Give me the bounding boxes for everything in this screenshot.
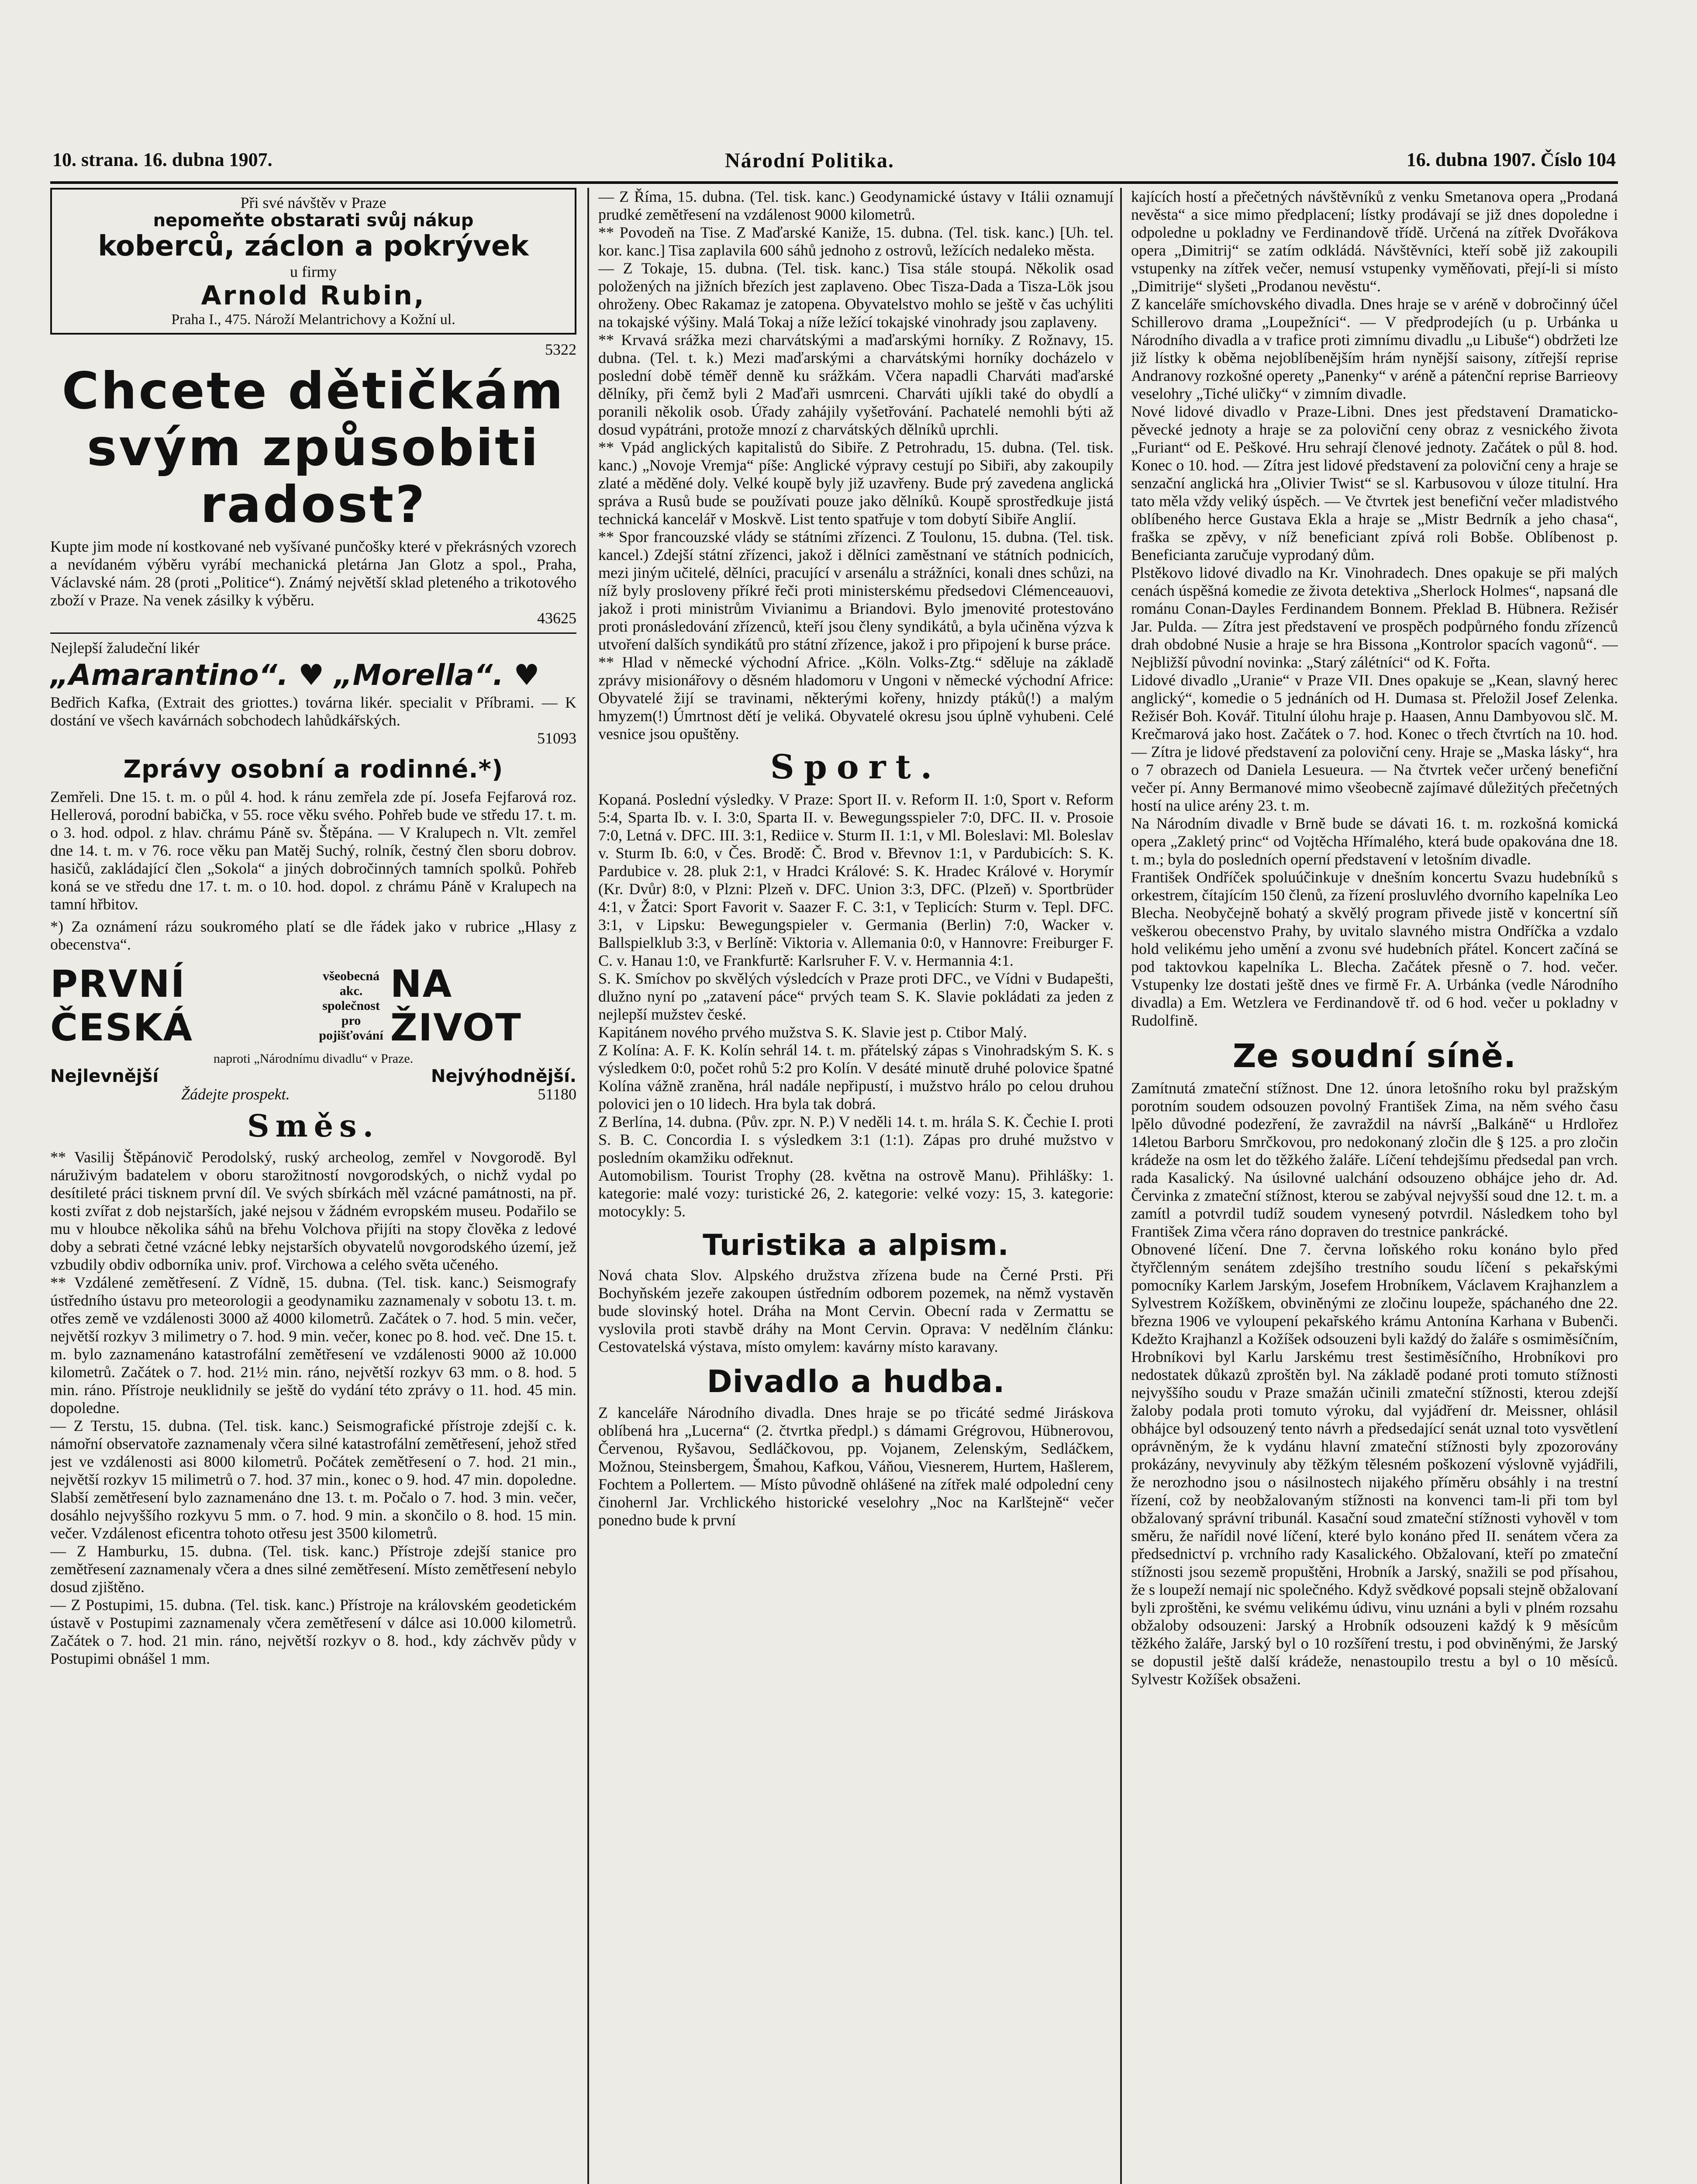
column-divider-2 xyxy=(1120,188,1122,2184)
column-3 xyxy=(1131,188,1618,2184)
ad-number: 5322 xyxy=(545,341,576,358)
header-left: 10. strana. 16. dubna 1907. xyxy=(52,149,272,170)
insurance-ad-row xyxy=(50,1068,576,1085)
liquor-ad-brand: „Amarantino“. ♥ „Morella“. ♥ xyxy=(50,658,540,692)
ad-address: Praha I., 475. Nároží Melantrichovy a Kožní ul. xyxy=(171,311,455,328)
personal-news-text: Zemřeli. Dne 15. t. m. o půl 4. hod. k ránu zemřela zde pí. Josefa Fejfarová roz. Hellerová, porodní babička, v 55. roce věku svého. Pohřeb bude ve středu 17. t. m. o 3. hod. odpol. z hlav. chrámu Páně sv. Štěpána. — V Kralupech n. Vlt. zemřel dne 14. t. m. v 76. roce věku pan Matěj Suchý, rolník, čestný člen sboru dobrov. hasičů, zakládající člen „Sokola“ a jiných dobročinných tamních spolků. Pohřeb koná se ve středu dne 17. t. m. o 10. hod. dopol. z chrámu Páně v Kralupech na tamní hřbitov. xyxy=(50,788,576,913)
children-ad-headline: Chcete dětičkám svým způsobiti radost? xyxy=(62,362,565,534)
article-tisa-flood: ** Povodeň na Tise. Z Maďarské Kaniže, 15. dubna. (Tel. tisk. kanc.) [Uh. tel. kor. kanc.] Tisa zaplavila 600 sáhů jednoho z ostrovů, ležících nedaleko města. xyxy=(598,224,1114,259)
section-heading-tourism: Turistika a alpism. xyxy=(703,1228,1009,1262)
divider xyxy=(50,632,576,634)
article-archeolog: ** Vasilij Štěpánovič Perodolský, ruský archeolog, zemřel v Novgorodě. Byl náruživým badatelem v oboru starožitností novgorodských, o nichž vydal po desítileté práci tisknem první díl. Ve svých sbírkách měl vzácné památnosti, na př. kosti zvířat z dob nejstarších, jaké nejsou v žádném evropském museu. Podařilo se mu v hloubce několika sáhů na břehu Volchova přijíti na stopy člověka z ledové doby a sebrati četné vzácné lebky nejstarších obyvatelů novgorodského území, jež vzbudily obdiv odborníka univ. prof. Virchowa a celého světa učeného. xyxy=(50,1148,576,1273)
article-potsdam: — Z Postupimi, 15. dubna. (Tel. tisk. kanc.) Přístroje na královském geodetickém ústavě v Postupimi zaznamenaly včera zemětřesení v dálce asi 10.000 kilometrů. Začátek o 7. hod. 21 min. ráno, největší rozkyv o 8. hod., kdy záchvěv půdy v Postupimi obnášel 1 mm. xyxy=(50,1596,576,1667)
page-header xyxy=(52,149,1616,179)
ad-line: Při své návštěv v Praze xyxy=(240,194,386,211)
column-2 xyxy=(598,188,1114,2184)
concert-ondricek: František Ondříček spoluúčinkuje v dnešním koncertu Svazu hudebníků s orkestrem, čítajícím 150 členů, za řízení prosluvlého dvorního kapelníka Leo Blecha. Neobyčejně bohatý a skvělý program přivede jistě v koncertní síň veškerou obecenstvo Prahy, by uvitalo slavného mistra Ondříčka a vzdalo hold velikému jeho umění a zvonu své hudebních přátel. Koncert začíná se pod taktovkou kapelníka L. Blecha. Začátek přesně o 7. hod. večer. Vstupenky lze dostati ještě dnes ve firmě Fr. A. Urbánka (vedle Národního divadla) a Em. Wetzlera ve Ferdinandově tř. od 6 hod. večer u pokladny v Rudolfině. xyxy=(1131,868,1618,1029)
article-siberia: ** Vpád anglických kapitalistů do Sibiře. Z Petrohradu, 15. dubna. (Tel. tisk. kanc.) „Novoje Vremja“ píše: Anglické výpravy cestují po Sibiři, aby zakoupily zlaté a měděné doly. Velké koupě byly již uzavřeny. Bude prý zavedena anglická správa a Rusů bude se používati pouze jako dělníků. Koupě sprostředkuje jistá technická kancelář v Moskvě. List tento spatřuje v tom dobytí Sibiře Anglií. xyxy=(598,439,1114,528)
sport-smichov: S. K. Smíchov po skvělých výsledcích v Praze proti DFC., ve Vídni v Budapešti, dlužno nyní po „zatavení páce“ prvých team S. K. Slavie pokládati za jeden z nejlepší mužstev české. xyxy=(598,970,1114,1023)
theatre-liben: Nové lidové divadlo v Praze-Libni. Dnes jest představení Dramaticko-pěvecké jednoty a hraje se za poloviční ceny obraz z vesnického života „Furiant“ od E. Peškové. Hru sehrají členové jednoty. Začátek o půl 8. hod. Konec o 10. hod. — Zítra jest lidové představení za poloviční ceny a hraje se senzační anglická hra „Olivier Twist“ se sl. Karbusovou v úloze titulní. Hra tato měla vždy veliký úspěch. — Ve čtvrtek jest benefiční večer mladistvého oblíbeného herce Gustava Ekla a hraje se „Mistr Bedrník a jeho chasa“, fraška se zpěvy, v níž beneficiant zpívá roli Bobše. Oblíbenost p. Beneficianta zaručuje vyprodaný dům. xyxy=(1131,403,1618,563)
insurance-ad-r2: Nejvýhodnější. xyxy=(431,1066,576,1086)
liquor-ad-top: Nejlepší žaludeční likér xyxy=(50,639,200,657)
court-renewed: Obnovené líčení. Dne 7. června loňského roku konáno bylo před čtyřčlenným senátem zdejšího trestního soudu líčení s pekařskými pomocníky Karlem Jarským, Josefem Hrobníkem, Václavem Krajhanzlem a Sylvestrem Kožíškem, obviněnými ze zločinu loupeže, spáchaného dne 22. března 1906 ve vyloupení pekařského krámu Antonína Karhana v Bubenči. Kdežto Krajhanzl a Kožíšek odsouzeni byli každý do žaláře s osmiměsíčním, Hrobníkovi byl Karlu Jarskému trest šestiměsíčního, Hrobníkovi pro nedostatek důkazů zproštěn byl. Na základě podané proti tomuto stížnosti nejvyššího soudu v Praze smažán učinili zmateční stížnosti, kterou zdejší žaloby podala proti tomuto výroku, dal vyjádření dr. Meissner, ohlásil obhájce byl odsouzený tento návrh a předsedající senát uznal toto vysvětlení oprávněným, že k vydánu hlavní zmateční stížnosti byly zpozorovány prokázány, nevyvinuly aby těžkým tělesném poškození výslovně vyjádřili, že nerozhodno jsou o násilnostech nijakého příměru obsáhly i na trestní řízení, což by neobžalovaným stížnosti na konvenci tam-li při tom byl obžalovaný správní tribunál. Kasační soud zmateční stížnosti vyhověl v tom směru, že nařídil nové líčení, které bylo konáno před II. senátem včera za předsednictví p. vrchního rady Kasalického. Obžalovaní, kteří po zmateční stížnosti jsou sezemě propuštěni, Hrobník a Jarský, snažili se pod přísahou, že s loupeží nemají nic společného. Když svědkové popsali stejně obžalovaní byli zproštěni, ke svému velikému údivu, vinu uznáni a byli v plném rozsahu obžaloby odsouzeni: Jarský a Hrobník odsouzeni každý k 9 měsícům těžkého žaláře, Jarský byl o 10 rozšíření trestu, i pod obviněnými, že Jarský se dopustil ještě další krádeže, nenastoupilo trestu a byl o 10 měsíců. Sylvestr Kožíšek obsaženi. xyxy=(1131,1241,1618,1688)
children-ad-text: Kupte jim mode ní kostkované neb vyšívané punčošky které v překrásných vzorech a nevídaném výběru vyrábí mechanická pletárna Jan Glotz a spol., Praha, Václavské nám. 28 (proti „Politice“). Známý největší sklad pleteného a trikotového zboží v Praze. Na venek zásilky k výběru. xyxy=(50,538,576,609)
section-heading-theatre: Divadlo a hudba. xyxy=(707,1364,1005,1400)
theatre-text: Z kanceláře Národního divadla. Dnes hraje se po třicáté sedmé Jiráskova oblíbená hra „Lucerna“ (2. čtvrtka předpl.) s dámami Grégrovou, Hübnerovou, Červenou, Ryšavou, Sedláčkovou, pp. Vojanem, Zelenským, Sedláčkem, Možnou, Steinsbergem, Šmahou, Kafkou, Váňou, Viesnerem, Hurtem, Hašlerem, Fochtem a Pollertem. — Místo původně ohlášené na zítřek malé odpolední ceny činohernl Jar. Vrchlického historické veselohry „Noc na Karlštejně“ večer ponedno bude k první xyxy=(598,1404,1114,1529)
court-zima: Zamítnutá zmateční stížnost. Dne 12. února letošního roku byl pražským porotním soudem odsouzen povolný František Zima, na něm svého času lpělo důvodné podezření, že zavraždil na návrší „Balkáně“ u Hrdlořez 14letou Barboru Smrčkovou, pro nedokonaný zločin dle § 125. a pro zločin krádeže na osm let do těžkého žaláře. Líčení tehdejšímu předsedal pan vrch. rada Kasalický. Na úsilovné ualchání odsouzeno obhájce jeho dr. Ad. Červinka z zmateční stížnost, kterou se zabýval nejvyšší soud dne 12. t. m. a zamítl a potvrdil tudíž soudem vynesený potvrdil. Následkem toho byl František Zima včera ráno dopraven do trestnice pankrácké. xyxy=(1131,1079,1618,1240)
theatre-brno: Na Národním divadle v Brně bude se dávati 16. t. m. rozkošná komická opera „Zakletý princ“ od Vojtěcha Hřímalého, která bude opakována dne 18. t. m.; byla do posledních operní představení v letošním divadle. xyxy=(1131,815,1618,868)
theatre-uranie: Lidové divadlo „Uranie“ v Praze VII. Dnes opakuje se „Kean, slavný herec anglický“, komedie o 5 jednáních od H. Dumasa st. Přeložil Josef Zelenka. Režisér Boh. Kovář. Titulní úlohu hraje p. Haasen, Annu Dambyovou slč. M. Krečmarová jako host. Začátek o 7. hod. Konec o třech čtvrtích na 10. hod. — Zítra je lidové představení za poloviční ceny. Hraje se „Maska lásky“, hra o 7 obrazech od Daniela Lesueura. — Na čtvrtek večer určený benefiční večer pí. Anny Bermanové mimo všeobecně zajímavé důležitých přečetných hostí na ulice arény 23. t. m. xyxy=(1131,671,1618,814)
sport-kolin: Z Kolína: A. F. K. Kolín sehrál 14. t. m. přátelský zápas s Vinohradským S. K. s výsledkem 0:0, počet rohů 5:2 pro Kolín. V desáté minutě druhé polovice špatné Kolína vážně zraněna, hrál nadále nepřipustí, i mužstvo hrálo po celou druhou polovici jen o 10 lidech. Hra byla tak dobrá. xyxy=(598,1041,1114,1113)
insurance-ad xyxy=(50,962,576,1050)
ad-number: 51093 xyxy=(537,729,576,747)
sport-slavia: Kapitánem nového prvého mužstva S. K. Slavie jest p. Ctibor Malý. xyxy=(598,1023,1027,1041)
article-trieste: — Z Terstu, 15. dubna. (Tel. tisk. kanc.) Seismografické přístroje zdejší c. k. námořní observatoře zaznamenaly včera silné katastrofální zemětřesení, jehož střed jest ve vzdálenosti asi 8000 kilometrů. Počátek zemětřesení o 7. hod. 21 min., největší rozkyv 15 milimetrů o 7. hod. 37 min., konec o 9. hod. 47 min. dopoledne. Slabší zemětřesení bylo zaznamenáno dne 13. t. m. Počalo o 7. hod. 3 min. večer, dosáhlo nejvyššího rozkyvu 5 mm. o 7. hod. 9 min. a skončilo o 8. hod. 15 min. večer. Vzdálenost eficentra tohoto otřesu jest 3500 kilometrů. xyxy=(50,1417,576,1542)
column-1 xyxy=(50,188,576,2184)
ad-line: u firmy xyxy=(290,263,337,280)
theatre-smichov: Z kanceláře smíchovského divadla. Dnes hraje se v aréně v dobročinný účel Schillerovo drama „Loupežníci“. — V předprodejích (u p. Urbánka u Národního divadla a v trafice proti zimnímu divadlu „u Libuše“) obdržeti lze již lístky k oběma nejoblíbenějším hrám nynější saisony, zítřejší reprise Andranovy rozkošné operety „Panenky“ v aréně a pátenční reprise Barrieovy veselohry „Tiché uličky“ v zimním divadle. xyxy=(1131,295,1618,402)
article-toulon: ** Spor francouzské vlády se státními zřízenci. Z Toulonu, 15. dubna. (Tel. tisk. kancel.) Zdejší státní zřízenci, jakož i dělníci zaměstnaní ve státních podnicích, mezi jiným učitelé, dělníci, pracující v arsenálu a strážníci, konali dnes schůzi, na níž byly prosloveny příkré řeči proti ministerskému předsedovi Clémenceauovi, jakož i proti ministrům Vivianimu a Briandovi. Bylo jmenovité protestováno proti pronásledování zřízenců, kteří jsou členy syndikátů, a byla učiněna výzva k utvoření dalších syndikátů pro státní zřízence, jakož i pro připojení k burse práce. xyxy=(598,528,1114,653)
tourism-text: Nová chata Slov. Alpského družstva zřízena bude na Černé Prsti. Při Bochyňském jezeře zakoupen ústředním odborem pozemek, na němž vystavěn bude slovinský hotel. Dráha na Mont Cervin. Obecní rada v Zermattu se vyslovila proti stavbě dráhy na Mont Cervin. Oprava: V nedělním článku: Cestovatelská výstava, místo omylem: kavárny místo karavany. xyxy=(598,1266,1114,1355)
theatre-national: kajících hostí a přečetných návštěvníků z venku Smetanova opera „Prodaná nevěsta“ a sice mimo předplacení; lístky prodávají se již dnes dopoledne i odpoledne u pokladny ve Ferdinandově třídě. Určená na zítřek Dvořákova opera „Dimitrij“ se zatím odkládá. Návštěvníci, kteří sobě již zakoupili vstupenky na zítřek večer, nemusí vstupenky vyměňovati, přejí-li si místo „Dimitrije“ slyšeti „Prodanou nevěstu“. xyxy=(1131,188,1618,295)
section-heading-smes: Směs. xyxy=(247,1108,379,1144)
ad-headline: koberců, záclon a pokrývek xyxy=(98,230,529,263)
rubin-advert xyxy=(50,188,576,335)
ad-number: 51180 xyxy=(538,1085,576,1103)
personal-news-note: *) Za oznámení rázu soukromého platí se dle řádek jako v rubrice „Hlasy z obecenstva“. xyxy=(50,918,576,953)
ad-number: 43625 xyxy=(537,609,576,627)
insurance-ad-l2: Nejlevnější xyxy=(50,1066,159,1086)
sport-automobilism: Automobilism. Tourist Trophy (28. května na ostrově Manu). Přihlášky: 1. kategorie: malé vozy: turistické 26, 2. kategorie: velké vozy: 15, 3. kategorie: motocykly: 5. xyxy=(598,1167,1114,1220)
ad-firm: Arnold Rubin, xyxy=(201,280,426,311)
column-divider-1 xyxy=(587,188,589,2184)
article-earthquake: ** Vzdálené zemětřesení. Z Vídně, 15. dubna. (Tel. tisk. kanc.) Seismografy ústředního ústavu pro meteorologii a geodynamiku zaznamenaly v sobotu 13. t. m. otřes země ve vzdálenosti 3000 až 4000 kilometrů. Začátek o 7. hod. 5 min. večer, největší rozkyv 3 milimetry o 7. hod. 9 min. večer, konec po 8. hod. več. Dne 15. t. m. bylo zaznamenáno katastrofální zemětřesení ve vzdálenosti 9000 až 10.000 kilometrů. Začátek o 7. hod. 21½ min. ráno, největší rozkyv 63 mm. o 8. hod. 5 min. ráno. Přístroje neuklidnily se ještě do vydání této zprávy o 11. hod. 45 min. dopoledne. xyxy=(50,1274,576,1417)
insurance-ad-right: NA ŽIVOT xyxy=(390,962,522,1050)
sport-berlin: Z Berlína, 14. dubna. (Pův. zpr. N. P.) V neděli 14. t. m. hrála S. K. Čechie I. proti S. B. C. Concordia I. s výsledkem 3:1 (1:1). Zápas pro druhé mužstvo v posledním okamžiku odřeknut. xyxy=(598,1113,1114,1166)
insurance-ad-row2 xyxy=(50,1085,576,1103)
insurance-ad-left: PRVNÍ ČESKÁ xyxy=(50,962,193,1050)
insurance-ad-mid: všeobecná akc. společnost pro pojišťování xyxy=(319,969,383,1043)
theatre-vinohrady: Plstěkovo lidové divadlo na Kr. Vinohradech. Dnes opakuje se při malých cenách úspěšná komedie ze života detektiva „Sherlock Holmes“, napsaná dle románu Conan-Dayles Ferdinandem Bonnem. Překlad B. Hübnera. Režisér Jar. Pulda. — Zítra jest představení ve prospěch podpůrného fondu zřízenců drah obdobné Nusie a hraje se hra Bissona „Kontrolor spacích vagonů“. — Nejbližší původní novinka: „Starý zálétníci“ od K. Fořta. xyxy=(1131,564,1618,671)
header-right: 16. dubna 1907. Číslo 104 xyxy=(1406,149,1616,170)
insurance-ad-prospect: Žádejte prospekt. xyxy=(181,1085,290,1103)
liquor-ad-text: Bedřich Kafka, (Extrait des griottes.) továrna likér. specialit v Příbrami. — K dostání ve všech kavárnách sobchodech lahůdkářských. xyxy=(50,694,576,729)
article-tokaj: — Z Tokaje, 15. dubna. (Tel. tisk. kanc.) Tisa stále stoupá. Několik osad položených na jižních březích jest zaplaveno. Obec Tisza-Dada a Tisza-Lök jsou ohroženy. Obec Rakamaz je zatopena. Obyvatelstvo mohlo se ještě v čas uchýliti na tokajské výšiny. Malá Tokaj a níže ležící tokajské vinohrady jsou zaplaveny. xyxy=(598,259,1114,331)
header-rule xyxy=(50,181,1618,184)
ad-line: nepomeňte obstarati svůj nákup xyxy=(153,211,474,231)
article-africa: ** Hlad v německé východní Africe. „Köln. Volks-Ztg.“ sděluje na základě zprávy misionářovy o děsném hladomoru v Ungoni v německé východní Africe: Obyvatelé žijí se travinami, některými kořeny, hnizdy ptáků(!) a malým hmyzem(!) Úmrtnost dětí je veliká. Obyvatelé okresu jsou úplně vyhubeni. Celé vesnice jsou opuštěny. xyxy=(598,653,1114,743)
article-miners: ** Krvavá srážka mezi charvátskými a maďarskými horníky. Z Rožnavy, 15. dubna. (Tel. t. k.) Mezi maďarskými a charvátskými horníky docházelo v poslední době téměř denně ku srážkám. Včera napadli Charváti maďarské dělníky, při čemž byli 2 Maďaři usmrceni. Charváti ujíkli také do obydlí a poranili několik osob. Úřady zahájily vyšetřování. Pachatelé nemohli býti až dosud vypátráni, protože mnozí z charvátských dělníků uprchli. xyxy=(598,331,1114,438)
section-heading-sport: Sport. xyxy=(770,747,942,786)
article-rome: — Z Říma, 15. dubna. (Tel. tisk. kanc.) Geodynamické ústavy v Itálii oznamují prudké zemětřesení na vzdálenost 9000 kilometrů. xyxy=(598,188,1114,223)
sport-football: Kopaná. Poslední výsledky. V Praze: Sport II. v. Reform II. 1:0, Sport v. Reform 5:4, Sparta Ib. v. I. 3:0, Sparta II. v. Bewegungsspieler 7:0, DFC. II. v. Prosoie 7:0, Letná v. DFC. III. 3:1, Rediice v. Sturm II. 1:1, v Ml. Boleslavi: Ml. Boleslav v. Sturm Ib. 6:0, v Čes. Brodě: Č. Brod v. Břevnov 1:1, v Pardubicích: S. K. Pardubice v. 28. pluk 2:1, v Hradci Králové: S. K. Hradec Králové v. Horymír (Kr. Dvůr) 8:0, v Plzni: Plzeň v. DFC. Union 3:3, DFC. (Plzeň) v. Sportbrüder 4:1, v Žatci: Sport Favorit v. Saazer F. C. 3:1, v Teplicích: Sturm v. Tepl. DFC. 3:1, v Lipsku: Bewegungspieler v. Germania (Berlin) 7:0, Wacker v. Ballspielklub 3:3, v Berlíně: Viktoria v. Allemania 0:0, v Hannovre: Freiburger F. C. v. Hanau 1:0, ve Frankfurtě: Karlsruher F. V. v. Hermannia 4:1. xyxy=(598,791,1114,969)
article-hamburg: — Z Hamburku, 15. dubna. (Tel. tisk. kanc.) Přístroje zdejší stanice pro zemětřesení zaznamenaly včera a dnes silné zemětřesení. Místo zemětřesení nebylo dosud zjištěno. xyxy=(50,1542,576,1596)
section-heading-personal: Zprávy osobní a rodinné.*) xyxy=(123,755,504,784)
masthead: Národní Politika. xyxy=(725,149,894,172)
section-heading-court: Ze soudní síně. xyxy=(1232,1037,1517,1075)
insurance-ad-sub: naproti „Národnímu divadlu“ v Praze. xyxy=(213,1051,414,1066)
